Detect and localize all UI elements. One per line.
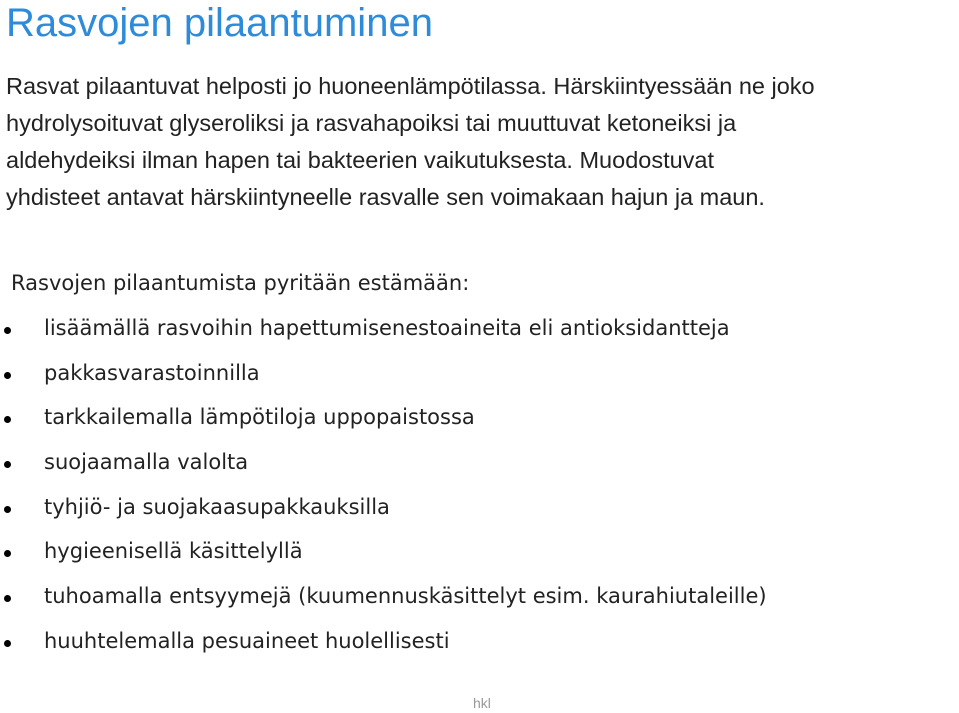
bullet-icon	[4, 372, 11, 379]
bullet-icon	[4, 327, 11, 334]
prevention-heading: Rasvojen pilaantumista pyritään estämään:	[11, 271, 470, 295]
bullet-icon	[4, 595, 11, 602]
list-item-text: lisäämällä rasvoihin hapettumisenestoaineita eli antioksidantteja	[44, 316, 730, 340]
slide-title: Rasvojen pilaantuminen	[6, 1, 433, 45]
bullet-icon	[4, 506, 11, 513]
bullet-icon	[4, 640, 11, 647]
intro-line: Rasvat pilaantuvat helposti jo huoneenlämpötilassa. Härskiintyessään ne joko	[6, 73, 815, 99]
list-item-text: hygieenisellä käsittelyllä	[44, 539, 303, 564]
bullet-icon	[4, 416, 11, 423]
list-item-text: suojaamalla valolta	[44, 450, 249, 475]
bullet-icon	[4, 461, 11, 468]
list-item-text: tyhjiö- ja suojakaasupakkauksilla	[44, 494, 390, 519]
bullet-icon	[4, 550, 11, 557]
footer-text: hkl	[473, 695, 491, 711]
intro-line: aldehydeiksi ilman hapen tai bakteerien vaikutuksesta. Muodostuvat	[6, 147, 715, 173]
list-item-text: tarkkailemalla lämpötiloja uppopaistossa	[44, 405, 475, 430]
intro-line: yhdisteet antavat härskiintyneelle rasvalle sen voimakaan hajun ja maun.	[6, 184, 765, 210]
intro-paragraph	[6, 68, 956, 216]
list-item-text: pakkasvarastoinnilla	[44, 360, 260, 385]
list-item-text: huuhtelemalla pesuaineet huolellisesti	[44, 628, 450, 653]
list-item-text: tuhoamalla entsyymejä (kuumennuskäsittelyt esim. kaurahiutaleille)	[44, 584, 767, 609]
intro-line: hydrolysoituvat glyseroliksi ja rasvahapoiksi tai muuttuvat ketoneiksi ja	[6, 110, 737, 136]
